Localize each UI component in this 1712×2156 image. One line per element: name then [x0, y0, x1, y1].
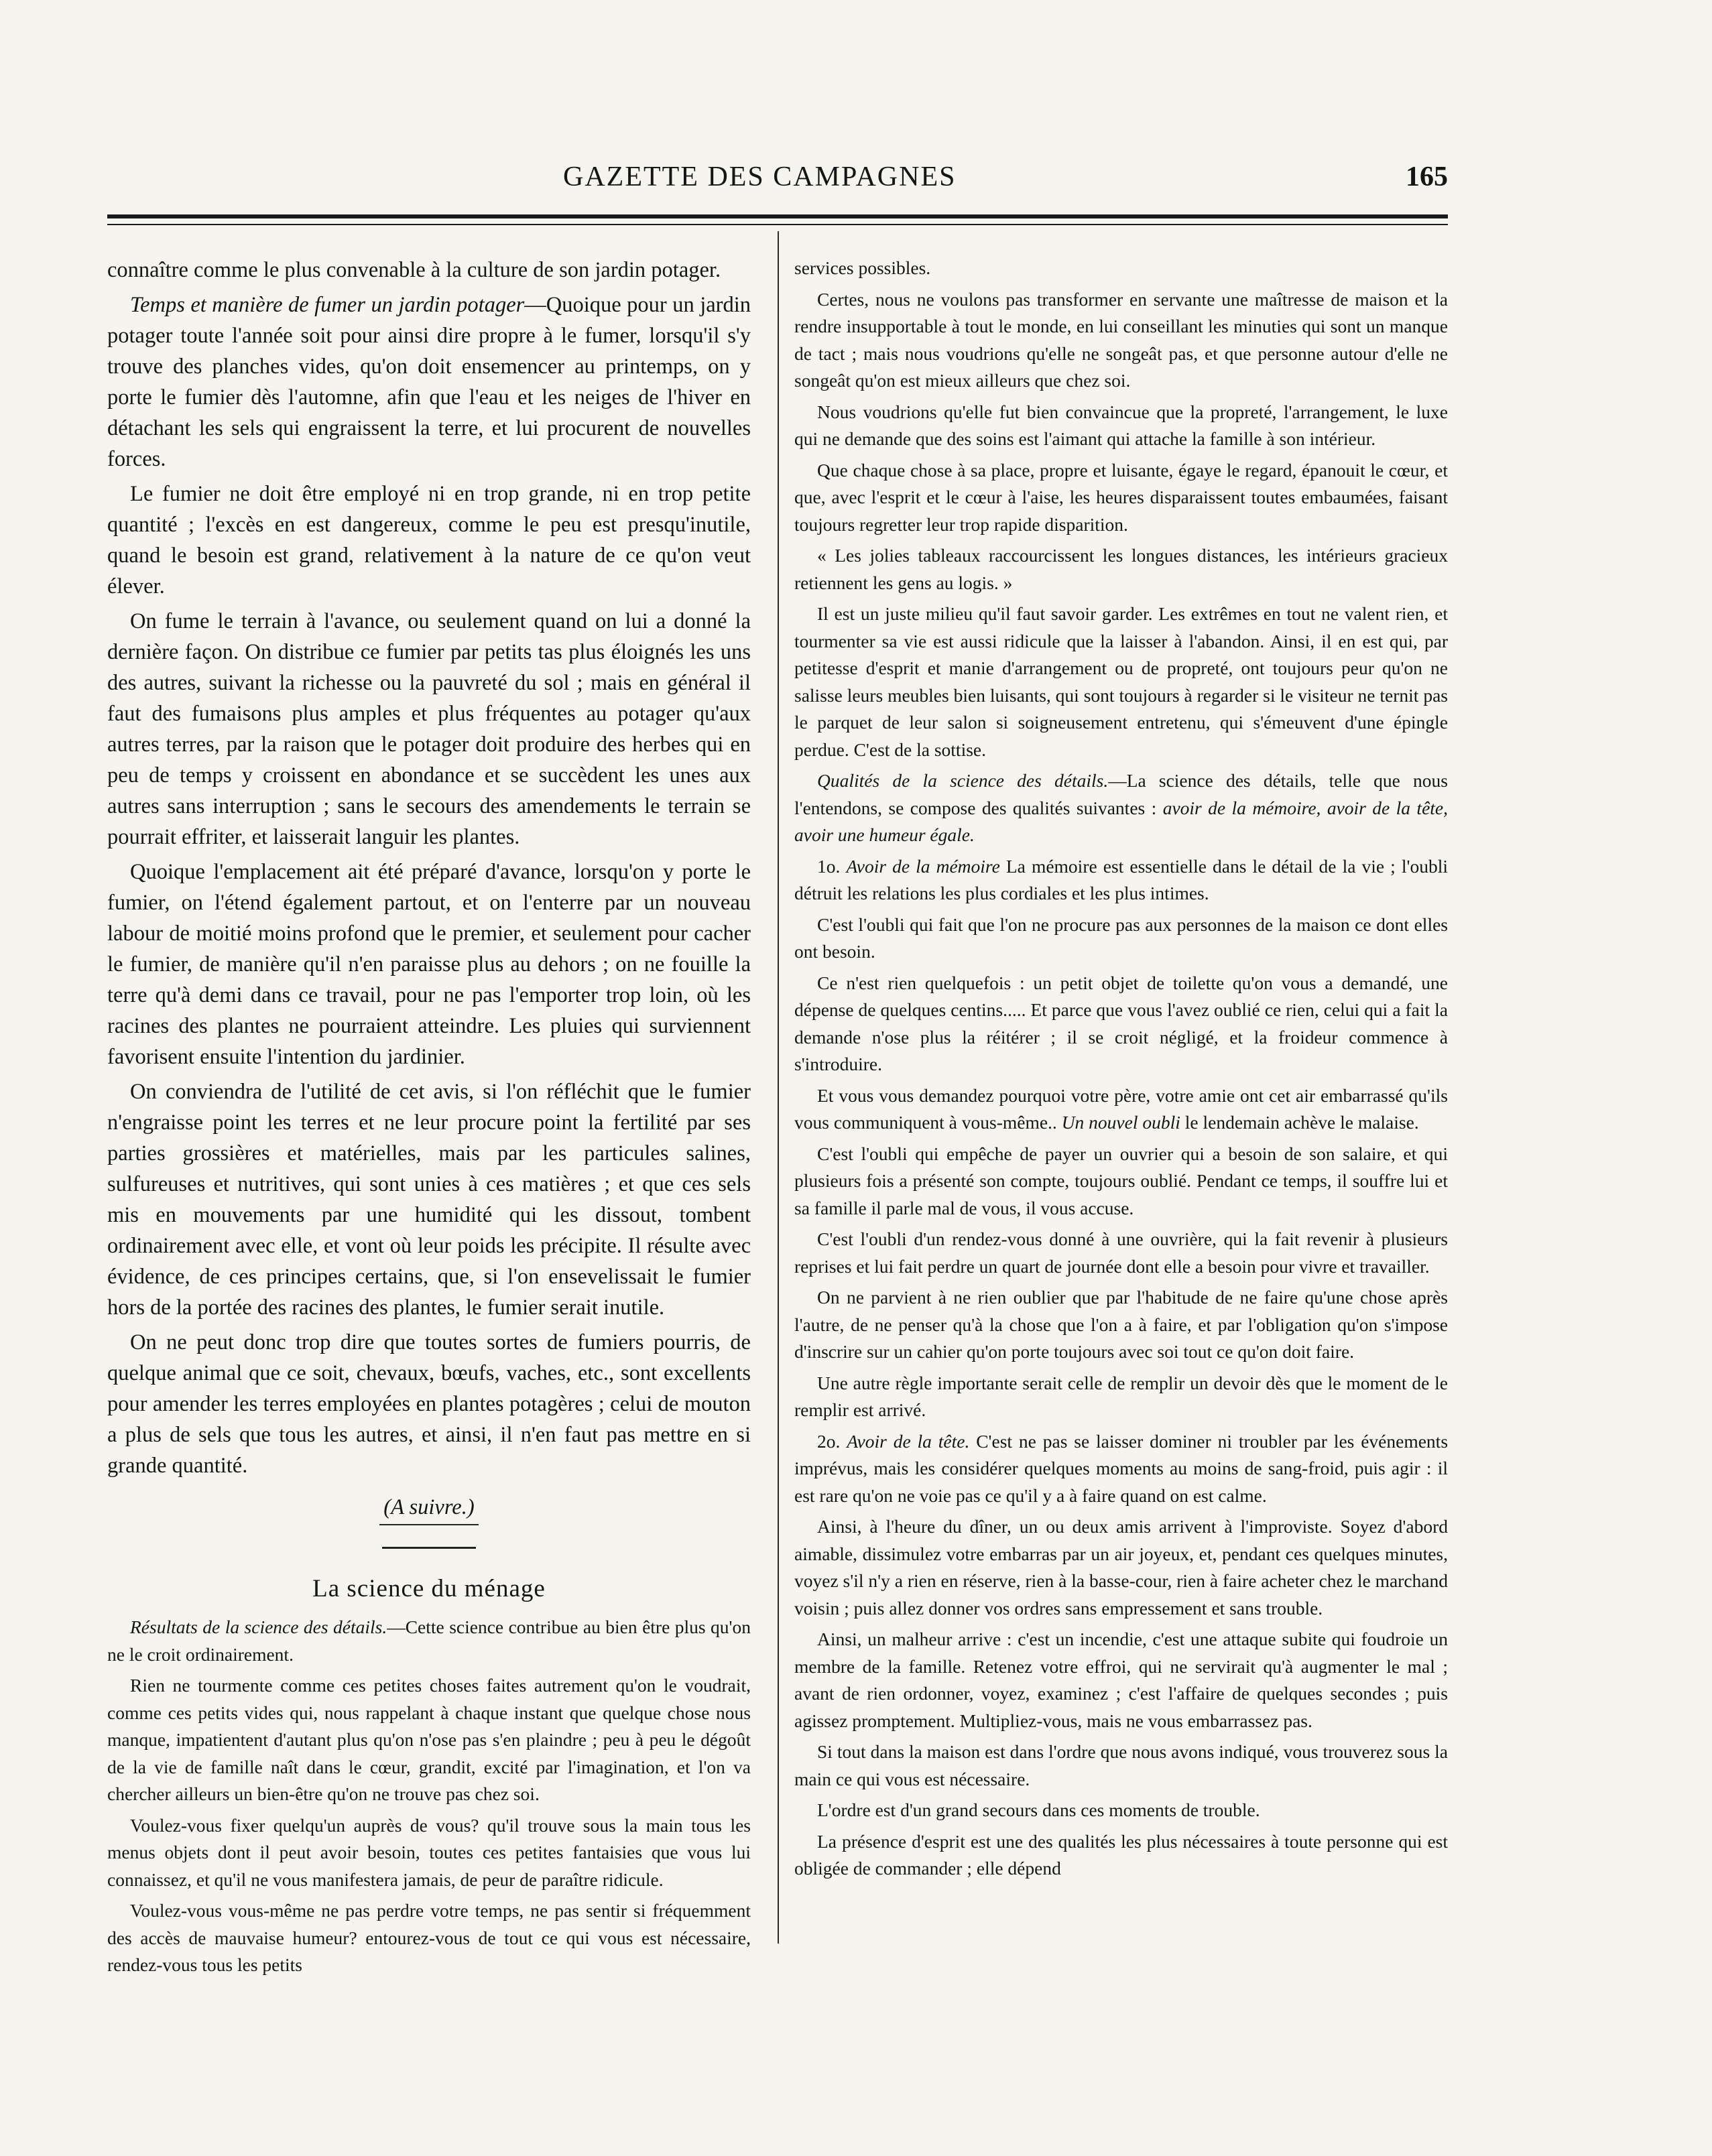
- paragraph: Ainsi, à l'heure du dîner, un ou deux amis arrivent à l'improviste. Soyez d'abord aimable, dissimulez votre embarras par un air joyeux, et, pendant ces quelques minutes, voyez s'il n'y a rien en réserve, rien à la basse-cour, rien à faire acheter chez le marchand voisin ; puis allez donner vos ordres sans empressement et sans trouble.: [794, 1516, 1448, 1619]
- paragraph: Rien ne tourmente comme ces petites choses faites autrement qu'on le voudrait, comme ces petits vides qui, nous rappelant à chaque instant que quelque chose nous manque, impatientent d'autant plus qu'on n'ose pas s'en plaindre ; peu à peu le dégoût de la vie de famille naît dans le cœur, grandit, excité par l'imagination, et l'on va chercher ailleurs un bien-être qu'on ne trouve pas chez soi.: [107, 1675, 751, 1804]
- paragraph: [794, 1082, 1448, 1137]
- paragraph: Voulez-vous vous-même ne pas perdre votre temps, ne pas sentir si fréquemment des accès de mauvaise humeur? entourez-vous de tout ce qui vous est nécessaire, rendez-vous tous les petits: [107, 1900, 751, 1975]
- paragraph: [794, 1428, 1448, 1510]
- paragraph: Une autre règle importante serait celle de remplir un devoir dès que le moment de le remplir est arrivé.: [794, 1372, 1448, 1420]
- paragraph: Le fumier ne doit être employé ni en trop grande, ni en trop petite quantité ; l'excès en est dangereux, comme le peu est presqu'inutile, quand le besoin est grand, relativement à la nature de ce qu'on veut élever.: [107, 482, 751, 598]
- paragraph-body: Et vous vous demandez pourquoi votre père, votre amie ont cet air embarrassé qu'ils vous communiquent à vous-même..: [794, 1084, 1448, 1133]
- paragraph: [107, 290, 751, 474]
- header-rule-thick: [107, 214, 1448, 218]
- paragraph-body: C'est ne pas se laisser dominer ni troubler par les événements imprévus, mais les considérer quelques moments au moins de sang-froid, puis agir : il est rare qu'on ne voie pas ce qu'il y a à faire quand on est calme.: [794, 1430, 1449, 1506]
- item-number: 1o.: [817, 855, 841, 877]
- emphasis: avoir de la mémoire, avoir de la tête, avoir une humeur égale.: [794, 797, 1449, 845]
- paragraph-body: —Cette science contribue au bien être plus qu'on ne le croit ordinairement.: [107, 1616, 751, 1665]
- paragraph: Il est un juste milieu qu'il faut savoir garder. Les extrêmes en tout ne valent rien, et tourmenter sa vie est aussi ridicule que la laisser à l'abandon. Ainsi, il en est qui, par petitesse d'esprit et manie d'arrangement ou de propreté, ont toujours peur qu'on ne salisse leurs meubles bien luisants, qui sont toujours à regarder si le visiteur ne ternit pas le parquet de leur salon si soigneusement entretenu, qui s'émeuvent d'une épingle perdue. C'est de la sottise.: [794, 603, 1448, 760]
- paragraph: On ne peut donc trop dire que toutes sortes de fumiers pourris, de quelque animal que ce soit, chevaux, bœufs, vaches, etc., sont excellents pour amender les terres employées en plantes potagères ; celui de mouton a plus de sels que tous les autres, et ainsi, il n'en faut pas mettre en si grande quantité.: [107, 1330, 751, 1478]
- running-title: GAZETTE DES CAMPAGNES: [563, 162, 957, 192]
- page-number: 165: [1406, 162, 1448, 192]
- column-divider: [778, 231, 779, 1944]
- paragraph: services possibles.: [794, 257, 931, 278]
- run-in-heading: Avoir de la mémoire: [846, 855, 1000, 877]
- paragraph-body: le lendemain achève le malaise.: [1184, 1112, 1419, 1133]
- paragraph: Si tout dans la maison est dans l'ordre que nous avons indiqué, vous trouverez sous la main ce qui vous est nécessaire.: [794, 1741, 1448, 1789]
- paragraph: [794, 853, 1448, 907]
- run-in-heading: Qualités de la science des détails.: [817, 770, 1109, 791]
- emphasis: Un nouvel oubli: [1061, 1112, 1180, 1133]
- run-in-heading: Avoir de la tête.: [847, 1430, 970, 1452]
- paragraph: Ce n'est rien quelquefois : un petit objet de toilette qu'on vous a demandé, une dépense de quelques centins..... Et parce que vous l'avez oublié ce rien, celui qui a fait la demande n'ose plus la réitérer ; il se croit négligé, et la froideur commence à s'introduire.: [794, 972, 1448, 1074]
- paragraph-body: —La science des détails, telle que nous l'entendons, se compose des qualités suivantes :: [794, 770, 1448, 818]
- item-number: 2o.: [817, 1430, 841, 1452]
- paragraph: [794, 767, 1448, 849]
- left-column: [107, 255, 751, 1975]
- paragraph: Que chaque chose à sa place, propre et luisante, égaye le regard, épanouit le cœur, et que, avec l'esprit et le cœur à l'aise, les heures disparaissent toutes embaumées, faisant toujours regretter leur trop rapide disparition.: [794, 459, 1448, 535]
- paragraph: L'ordre est d'un grand secours dans ces moments de trouble.: [817, 1799, 1260, 1820]
- paragraph: On conviendra de l'utilité de cet avis, si l'on réfléchit que le fumier n'engraisse point les terres et ne leur procure point la fertilité par ses parties grossières et matérielles, mais par les particules salines, sulfureuses et nutritives, qui sont unies à ces matières ; et que ces sels mis en mouvements par une humidité qui les dissout, tombent ordinairement avec elle, et vont où leur poids les précipite. Il résulte avec évidence, de ces principes certains, que, si l'on ensevelissait le fumier hors de la portée des racines des plantes, le fumier serait inutile.: [107, 1080, 751, 1320]
- run-in-heading: Temps et manière de fumer un jardin potager: [130, 293, 525, 317]
- article-body: [107, 1614, 751, 1979]
- paragraph: C'est l'oubli d'un rendez-vous donné à une ouvrière, qui la fait revenir à plusieurs reprises et lui fait perdre un quart de journée dont elle a besoin pour vivre et travailler.: [794, 1228, 1448, 1277]
- paragraph: « Les jolies tableaux raccourcissent les longues distances, les intérieurs gracieux retiennent les gens au logis. »: [794, 545, 1448, 593]
- paragraph: On ne parvient à ne rien oublier que par l'habitude de ne faire qu'une chose après l'autre, de ne penser qu'à la chose que l'on a à faire, et par l'obligation qu'on s'impose d'inscrire sur un cahier qu'on porte toujours avec soi tout ce qu'on doit faire.: [794, 1287, 1448, 1362]
- paragraph: On fume le terrain à l'avance, ou seulement quand on lui a donné la dernière façon. On distribue ce fumier par petits tas plus éloignés les uns des autres, suivant la richesse ou la pauvreté du sol ; mais en général il faut des fumaisons plus amples et plus fréquentes au potager qu'aux autres terres, par la raison que le potager doit produire des herbes qui en peu de temps y croissent en abondance et se succèdent les unes aux autres sans interruption ; sans le secours des amendements le terrain se pourrait effriter, et laisserait languir les plantes.: [107, 609, 751, 849]
- page-header: [107, 161, 1448, 201]
- header-rule-thin: [107, 224, 1448, 225]
- paragraph: connaître comme le plus convenable à la culture de son jardin potager.: [107, 258, 721, 282]
- paragraph: C'est l'oubli qui fait que l'on ne procure pas aux personnes de la maison ce dont elles ont besoin.: [794, 913, 1448, 962]
- ornament-rule: [107, 1531, 751, 1562]
- paragraph: [107, 1614, 751, 1668]
- paragraph-body: La mémoire est essentielle dans le détail de la vie ; l'oubli détruit les relations les plus cordiales et les plus intimes.: [794, 855, 1448, 903]
- run-in-heading: Résultats de la science des détails.: [130, 1616, 387, 1637]
- paragraph: La présence d'esprit est une des qualités les plus nécessaires à toute personne qui est obligée de commander ; elle dépend: [794, 1830, 1448, 1879]
- paragraph: Certes, nous ne voulons pas transformer en servante une maîtresse de maison et la rendre insupportable à tout le monde, en lui conseillant les minuties qui sont un manque de tact ; mais nous voudrions qu'elle ne songeât pas, et que personne autour d'elle ne songeât qu'on est mieux ailleurs que chez soi.: [794, 288, 1448, 391]
- paragraph: C'est l'oubli qui empêche de payer un ouvrier qui a besoin de son salaire, et qui plusieurs fois a présenté son compte, toujours oublié. Pendant ce temps, il souffre lui et sa famille il parle mal de vous, il vous accuse.: [794, 1143, 1448, 1218]
- paragraph-body: —Quoique pour un jardin potager toute l'année soit pour ainsi dire propre à le fumer, lorsqu'il s'y trouve des planches vides, qu'on doit ensemencer au printemps, on y porte le fumier dès l'automne, afin que l'eau et les neiges de l'hiver en détachant les sels qui engraissent la terre, et lui procurent de nouvelles forces.: [107, 293, 751, 471]
- paragraph: Voulez-vous fixer quelqu'un auprès de vous? qu'il trouve sous la main tous les menus objets dont il peut avoir besoin, toutes ces petites fantaisies que vous lui connaissez, et qu'il ne vous manifestera jamais, de peur de paraître ridicule.: [107, 1814, 751, 1890]
- paragraph: Nous voudrions qu'elle fut bien convaincue que la propreté, l'arrangement, le luxe qui ne demande que des soins est l'aimant qui attache la famille à son intérieur.: [794, 401, 1448, 449]
- paragraph: Quoique l'emplacement ait été préparé d'avance, lorsqu'on y porte le fumier, on l'étend également partout, et on l'enterre par un nouveau labour de moitié moins profond que le premier, et seulement pour cacher le fumier, de manière qu'il n'en paraisse plus au dehors ; on ne fouille la terre qu'à demi dans ce travail, pour ne pas l'emporter trop loin, où les racines des plantes ne pourraient atteindre. Les pluies qui surviennent favorisent ensuite l'intention du jardinier.: [107, 860, 751, 1069]
- to-be-continued-label: (A suivre.): [379, 1492, 478, 1525]
- paragraph: Ainsi, un malheur arrive : c'est un incendie, c'est une attaque subite qui foudroie un membre de la famille. Retenez votre effroi, qui ne servirait qu'à augmenter le mal ; avant de rien ordonner, voyez, examinez ; c'est l'affaire de quelques secondes ; puis agissez promptement. Multipliez-vous, mais ne vous embarrassez pas.: [794, 1629, 1448, 1731]
- right-column: [794, 255, 1448, 1944]
- article-title: La science du ménage: [312, 1575, 546, 1602]
- to-be-continued: [107, 1492, 751, 1525]
